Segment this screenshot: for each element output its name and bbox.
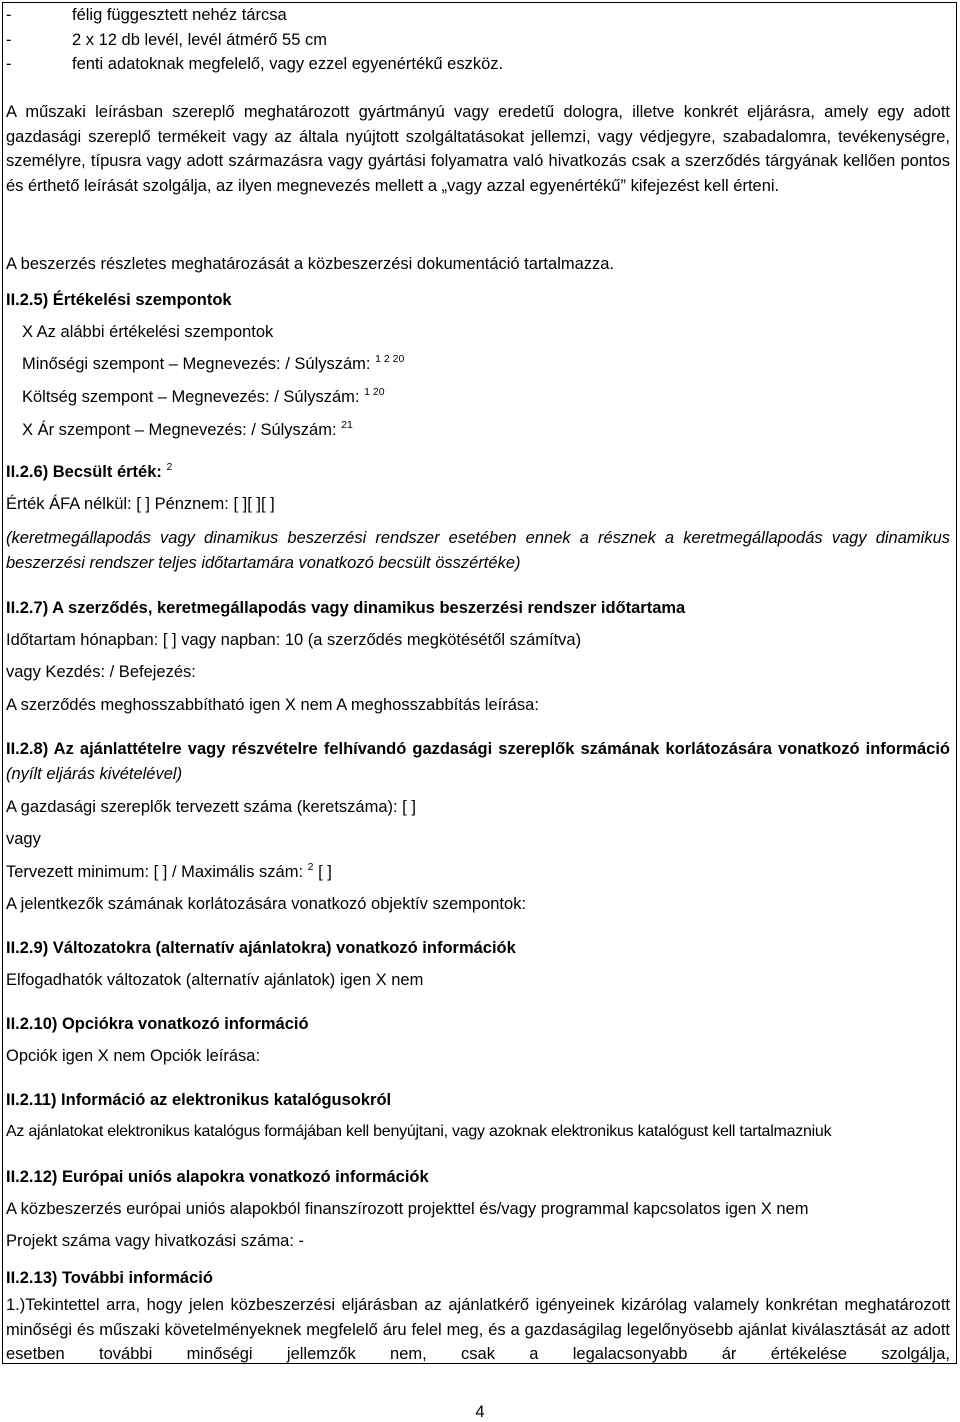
section-heading-2-2-6: II.2.6) Becsült érték: $^2$ bbox=[6, 461, 173, 481]
section-heading-2-2-12: II.2.12) Európai uniós alapokra vonatkozó információk bbox=[6, 1168, 429, 1186]
list-dash: - bbox=[6, 55, 12, 73]
start-end-line: vagy Kezdés: / Befejezés: bbox=[6, 663, 196, 681]
section-heading-2-2-13: II.2.13) További információ bbox=[6, 1269, 213, 1287]
criteria-line: A jelentkezők számának korlátozására vonatkozó objektív szempontok: bbox=[6, 895, 527, 913]
footnote-ref: 2 bbox=[166, 461, 173, 473]
footnote-ref: 1 2 20 bbox=[375, 353, 405, 365]
page-number: 4 bbox=[475, 1403, 485, 1421]
document-frame bbox=[2, 2, 957, 1364]
duration-line: Időtartam hónapban: [ ] vagy napban: 10 (a szerződés megkötésétől számítva) bbox=[6, 631, 582, 649]
section-heading-2-2-8: II.2.8) Az ajánlattételre vagy részvételre felhívandó gazdasági szereplők számának korlátozására vonatkozó információ (nyílt eljárás kivételével) bbox=[6, 740, 950, 783]
or-line: vagy bbox=[6, 830, 41, 848]
planned-number-line: A gazdasági szereplők tervezett száma (keretszáma): [ ] bbox=[6, 798, 416, 816]
procurement-paragraph: A beszerzés részletes meghatározását a közbeszerzési dokumentáció tartalmazza. bbox=[6, 255, 615, 273]
variants-line: Elfogadhatók változatok (alternatív ajánlatok) igen X nem bbox=[6, 971, 424, 989]
list-item: félig függesztett nehéz tárcsa bbox=[72, 6, 287, 24]
quality-criterion: Minőségi szempont – Megnevezés: / Súlyszám: $^{1 2 20}$ bbox=[22, 353, 405, 373]
list-item: 2 x 12 db levél, levél átmérő 55 cm bbox=[72, 31, 327, 49]
list-item: fenti adatoknak megfelelő, vagy ezzel egyenértékű eszköz. bbox=[72, 55, 504, 73]
footnote-ref: 21 bbox=[341, 419, 353, 431]
footnote-ref: 2 bbox=[307, 861, 314, 873]
list-dash: - bbox=[6, 6, 12, 24]
estimated-value-line: Érték ÁFA nélkül: [ ] Pénznem: [ ][ ][ ] bbox=[6, 495, 275, 513]
section-heading-2-2-5: II.2.5) Értékelési szempontok bbox=[6, 291, 232, 309]
options-line: Opciók igen X nem Opciók leírása: bbox=[6, 1047, 261, 1065]
catalogue-line: Az ajánlatokat elektronikus katalógus formájában kell benyújtani, vagy azoknak elektronikus katalógust kell tartalmazniuk bbox=[6, 1123, 832, 1140]
section-heading-2-2-11: II.2.11) Információ az elektronikus katalógusokról bbox=[6, 1091, 392, 1109]
footnote-ref: 1 20 bbox=[364, 386, 385, 398]
eu-funds-line: A közbeszerzés európai uniós alapokból finanszírozott projekttel és/vagy programmal kapcsolatos igen X nem bbox=[6, 1200, 809, 1218]
section-heading-2-2-10: II.2.10) Opciókra vonatkozó információ bbox=[6, 1015, 309, 1033]
project-number-line: Projekt száma vagy hivatkozási száma: - bbox=[6, 1232, 305, 1250]
price-criterion: X Ár szempont – Megnevezés: / Súlyszám: $^{21}$ bbox=[22, 419, 353, 439]
section-heading-2-2-7: II.2.7) A szerződés, keretmegállapodás vagy dinamikus beszerzési rendszer időtartama bbox=[6, 599, 686, 617]
min-max-line: Tervezett minimum: [ ] / Maximális szám: $^2$ [ ] bbox=[6, 861, 332, 881]
technical-spec-paragraph: A műszaki leírásban szereplő meghatározott gyártmányú vagy eredetű dologra, illetve konkrét eljárásra, amely egy adott gazdasági szereplő termékeit vagy az általa nyújtott szolgáltatásokat jellemzi, vagy védjegyre, szabadalomra, tevékenységre, személyre, típusra vagy adott származásra vagy gyártási folyamatra való hivatkozás csak a szerződés tárgyának kellően pontos és érthető leírását szolgálja, az ilyen megnevezés mellett a „vagy azzal egyenértékű” kifejezést kell érteni. bbox=[6, 103, 950, 195]
estimated-value-note: (keretmegállapodás vagy dinamikus beszerzési rendszer esetében ennek a résznek a keretmegállapodás vagy dinamikus beszerzési rendszer teljes időtartamára vonatkozó becsült összértéke) bbox=[6, 529, 950, 572]
extension-line: A szerződés meghosszabbítható igen X nem A meghosszabbítás leírása: bbox=[6, 696, 539, 714]
criteria-intro: X Az alábbi értékelési szempontok bbox=[22, 323, 274, 341]
list-dash: - bbox=[6, 31, 12, 49]
cost-criterion: Költség szempont – Megnevezés: / Súlyszám: $^{1 20}$ bbox=[22, 386, 385, 406]
section-heading-2-2-9: II.2.9) Változatokra (alternatív ajánlatokra) vonatkozó információk bbox=[6, 939, 516, 957]
additional-info-text: 1.)Tekintettel arra, hogy jelen közbeszerzési eljárásban az ajánlatkérő igényeinek kizárólag valamely konkrétan meghatározott minőségi és műszaki követelményeknek megfelelő áru felel meg, és a gazdaságilag legelőnyösebb ajánlat kiválasztását az adott esetben további minőségi jellemzők nem, csak a legalacsonyabb ár értékelése szolgálja, bbox=[6, 1296, 950, 1363]
